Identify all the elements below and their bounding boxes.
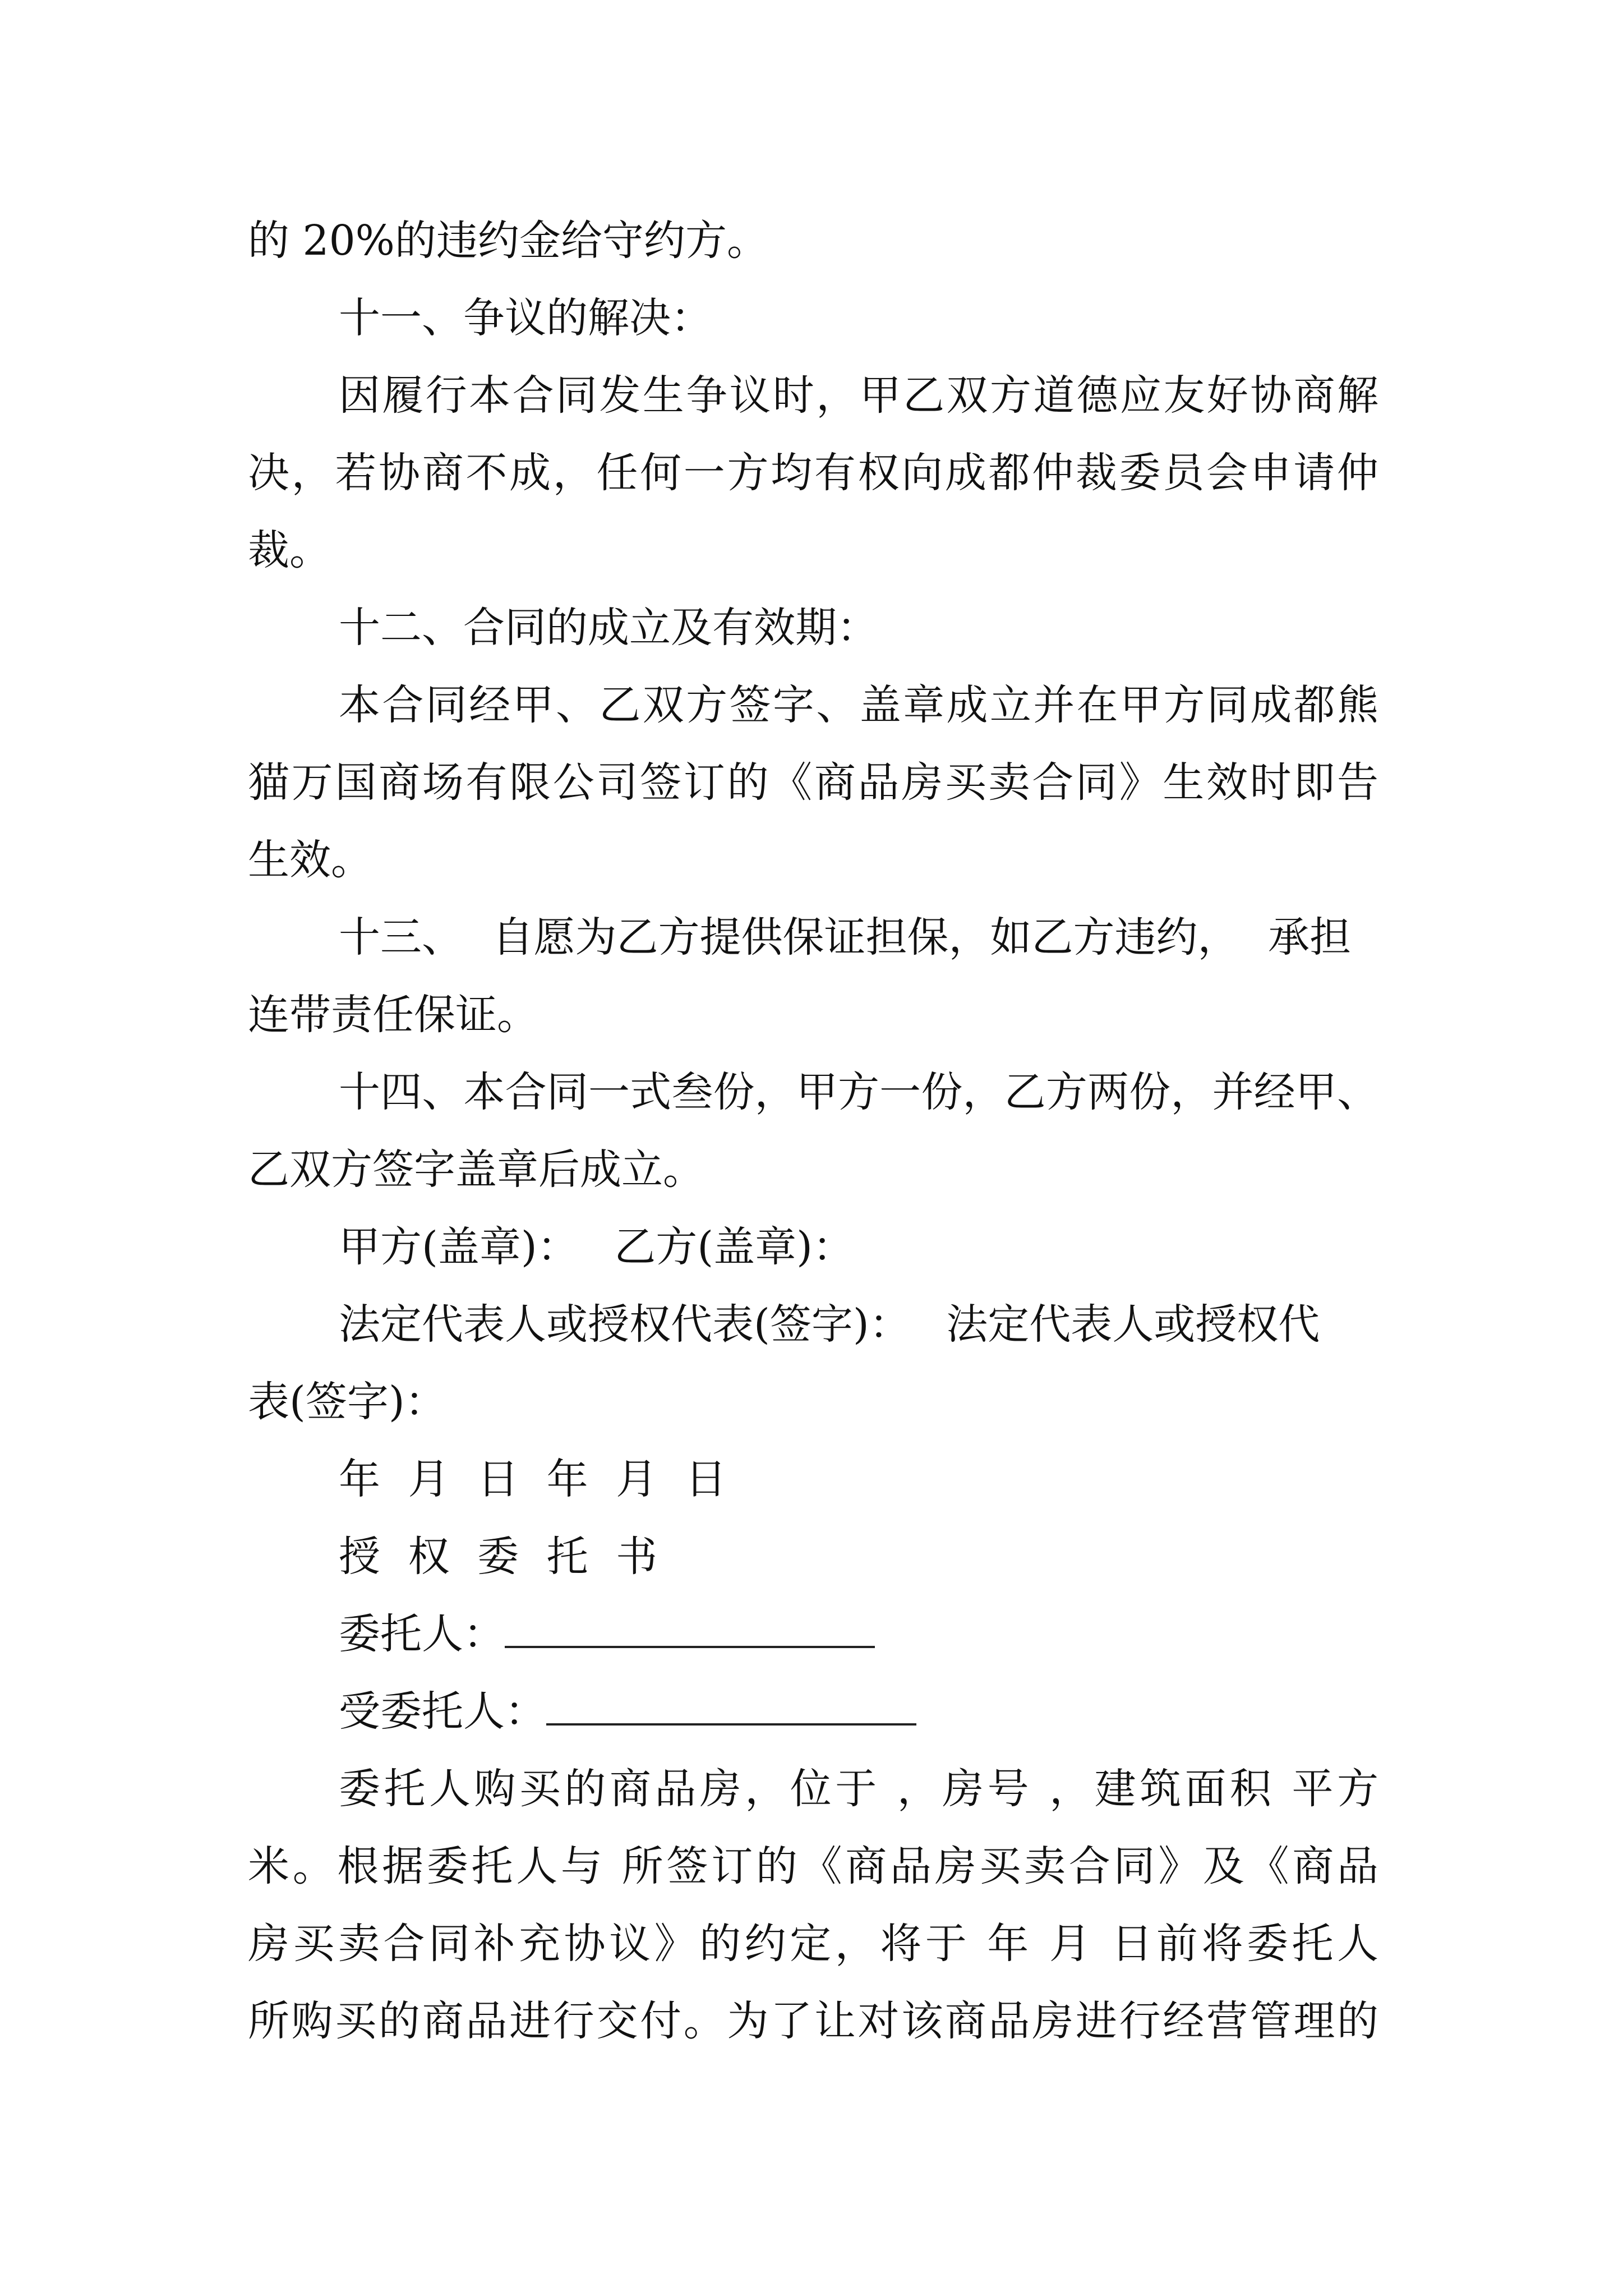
text-line: 猫万国商场有限公司签订的《商品房买卖合同》生效时即告 bbox=[248, 758, 1378, 807]
text-line: 连带责任保证。 bbox=[248, 991, 538, 1039]
signature-representative-line: 法定代表人或授权代表(签字)： 法定代表人或授权代 bbox=[339, 1300, 1320, 1349]
date-line: 年 月 日 年 月 日 bbox=[339, 1455, 727, 1503]
text-line: 乙双方签字盖章后成立。 bbox=[248, 1145, 704, 1194]
text-line: 房买卖合同补充协议》的约定，将于 年 月 日前将委托人 bbox=[248, 1920, 1378, 1968]
text-line: 生效。 bbox=[248, 836, 372, 884]
agent-blank bbox=[546, 1691, 916, 1726]
text-line: 委托人购买的商品房，位于 ，房号 ，建筑面积 平方 bbox=[339, 1765, 1378, 1813]
text-line: 所购买的商品进行交付。为了让对该商品房进行经营管理的 bbox=[248, 1997, 1378, 2045]
section-heading: 十一、争议的解决： bbox=[339, 294, 712, 342]
text-line: 的 20%的违约金给守约方。 bbox=[248, 217, 768, 265]
text-line: 表(签字)： bbox=[248, 1378, 446, 1426]
text-line: 米。根据委托人与 所签订的《商品房买卖合同》及《商品 bbox=[248, 1842, 1378, 1890]
text-line: 十三、 自愿为乙方提供保证担保，如乙方违约， 承担 bbox=[339, 913, 1352, 961]
section-heading: 十二、合同的成立及有效期： bbox=[339, 604, 878, 652]
text-line: 决，若协商不成，任何一方均有权向成都仲裁委员会申请仲 bbox=[248, 449, 1378, 497]
principal-label: 委托人： bbox=[339, 1610, 505, 1658]
text-line: 因履行本合同发生争议时，甲乙双方道德应友好协商解 bbox=[339, 371, 1378, 420]
text-line: 本合同经甲、乙双方签字、盖章成立并在甲方同成都熊 bbox=[339, 681, 1378, 729]
authorization-title: 授 权 委 托 书 bbox=[339, 1533, 658, 1581]
principal-field bbox=[339, 1610, 875, 1658]
principal-blank bbox=[505, 1613, 875, 1648]
agent-field bbox=[339, 1687, 916, 1736]
text-line: 十四、本合同一式叁份，甲方一份，乙方两份，并经甲、 bbox=[339, 1068, 1378, 1116]
text-line: 裁。 bbox=[248, 526, 331, 574]
agent-label: 受委托人： bbox=[339, 1687, 546, 1736]
signature-party-line: 甲方(盖章)： 乙方(盖章)： bbox=[339, 1223, 855, 1271]
